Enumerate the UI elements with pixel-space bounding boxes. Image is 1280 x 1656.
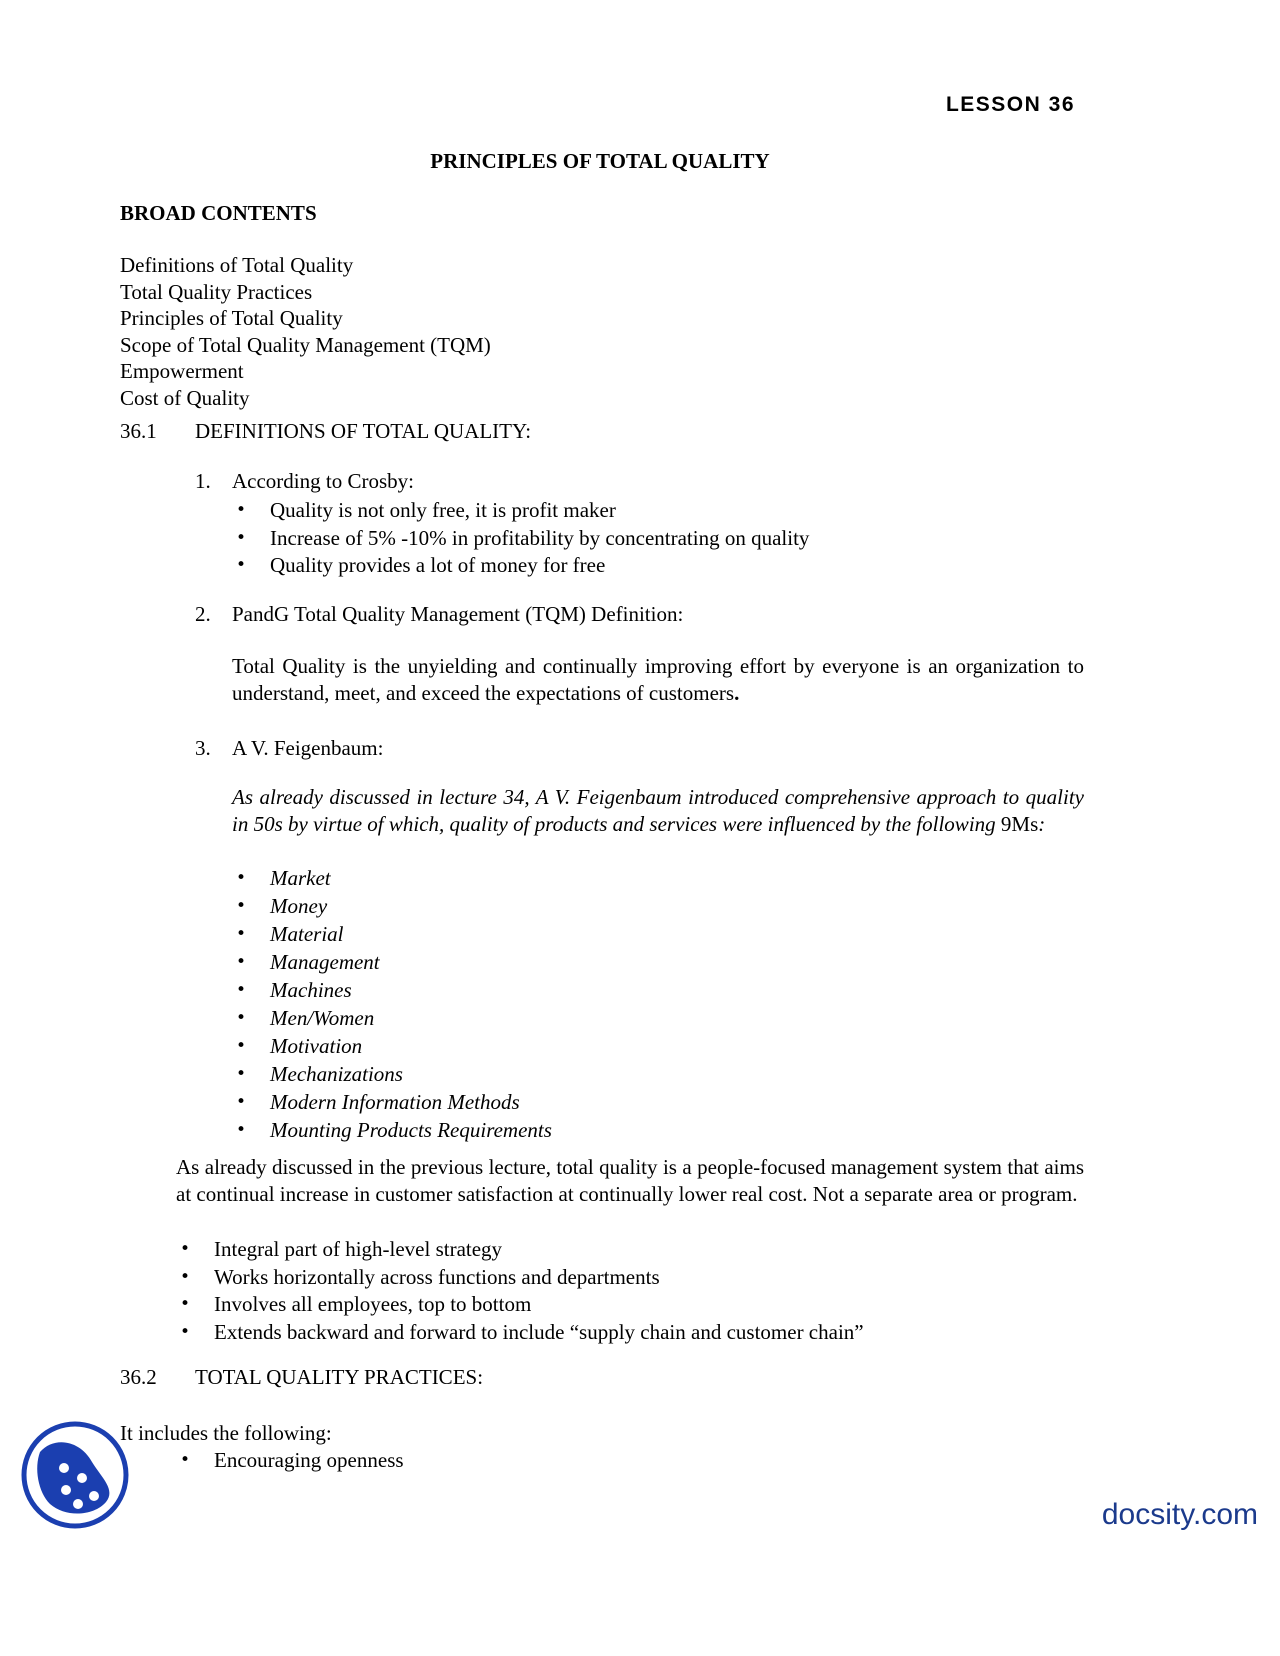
section-heading-36-1 — [120, 418, 531, 445]
page-title: PRINCIPLES OF TOTAL QUALITY — [430, 149, 770, 173]
pandg-definition-paragraph — [232, 653, 1084, 706]
practices-intro: It includes the following: — [120, 1421, 332, 1445]
section-number: 36.2 — [120, 1365, 157, 1389]
contents-item: Total Quality Practices — [120, 279, 313, 304]
list-item: • Involves all employees, top to bottom — [176, 1291, 864, 1319]
item-text: PandG Total Quality Management (TQM) Definition: — [232, 602, 684, 626]
lesson-number: LESSON 36 — [945, 93, 1075, 116]
paragraph-text: Total Quality is the unyielding and continually improving effort by everyone is an organization to understand, meet, and exceed the expectations of customers — [232, 654, 1084, 705]
item-text: A V. Feigenbaum: — [232, 736, 384, 760]
docsity-brand-link[interactable]: docsity.com — [1101, 1498, 1258, 1531]
definition-item-crosby — [195, 468, 414, 495]
item-text: According to Crosby: — [232, 469, 414, 493]
contents-item: Cost of Quality — [120, 385, 250, 410]
list-item: • Motivation — [232, 1032, 552, 1060]
paragraph-emphasis: 9Ms — [1000, 811, 1039, 836]
list-item: • Market — [232, 864, 552, 892]
section-title: DEFINITIONS OF TOTAL QUALITY: — [195, 419, 532, 443]
contents-item: Principles of Total Quality — [120, 306, 343, 330]
practices-bullet-list — [176, 1447, 404, 1474]
definition-item-feigenbaum — [195, 735, 383, 762]
list-item: • Material — [232, 920, 552, 948]
list-item: • Management — [232, 948, 552, 976]
definition-item-pandg — [195, 601, 683, 628]
broad-contents-list — [120, 252, 491, 411]
list-item: • Mechanizations — [232, 1060, 552, 1088]
item-number: 1. — [195, 469, 211, 493]
list-item: • Mounting Products Requirements — [232, 1116, 552, 1144]
list-item: • Money — [232, 892, 552, 920]
paragraph-text: As already discussed in lecture 34, A V. Feigenbaum introduced comprehensive approach to quality in 50s by virtue of which, quality of products and services were influenced by the following — [232, 785, 1084, 836]
paragraph-end: . — [734, 680, 740, 705]
list-item: • Quality provides a lot of money for free — [232, 552, 809, 580]
list-item: • Encouraging openness — [176, 1447, 404, 1474]
total-quality-summary: As already discussed in the previous lecture, total quality is a people-focused management system that aims at continual increase in customer satisfaction at continually lower real cost. Not a separate area or program. — [176, 1155, 1084, 1206]
list-item: • Machines — [232, 976, 552, 1004]
list-item: • Men/Women — [232, 1004, 552, 1032]
section-number: 36.1 — [120, 419, 157, 443]
section-heading-36-2 — [120, 1364, 483, 1391]
nine-ms-list — [232, 864, 552, 1144]
summary-bullet-list — [176, 1236, 864, 1346]
contents-item: Definitions of Total Quality — [120, 253, 354, 277]
list-item: • Quality is not only free, it is profit maker — [232, 497, 809, 525]
contents-item: Empowerment — [120, 359, 244, 383]
crosby-bullet-list — [232, 497, 809, 580]
item-number: 2. — [195, 602, 211, 626]
feigenbaum-paragraph — [232, 784, 1084, 837]
list-item: • Integral part of high-level strategy — [176, 1236, 864, 1264]
list-item: • Works horizontally across functions and departments — [176, 1264, 864, 1292]
docsity-logo-icon[interactable] — [20, 1420, 130, 1530]
item-number: 3. — [195, 736, 211, 760]
list-item: • Extends backward and forward to include “supply chain and customer chain” — [176, 1319, 864, 1347]
list-item: • Increase of 5% -10% in profitability by concentrating on quality — [232, 525, 809, 553]
list-item: • Modern Information Methods — [232, 1088, 552, 1116]
paragraph-end: : — [1038, 811, 1046, 836]
contents-item: Scope of Total Quality Management (TQM) — [120, 332, 491, 357]
broad-contents-heading: BROAD CONTENTS — [120, 201, 317, 225]
section-title: TOTAL QUALITY PRACTICES: — [195, 1365, 484, 1389]
